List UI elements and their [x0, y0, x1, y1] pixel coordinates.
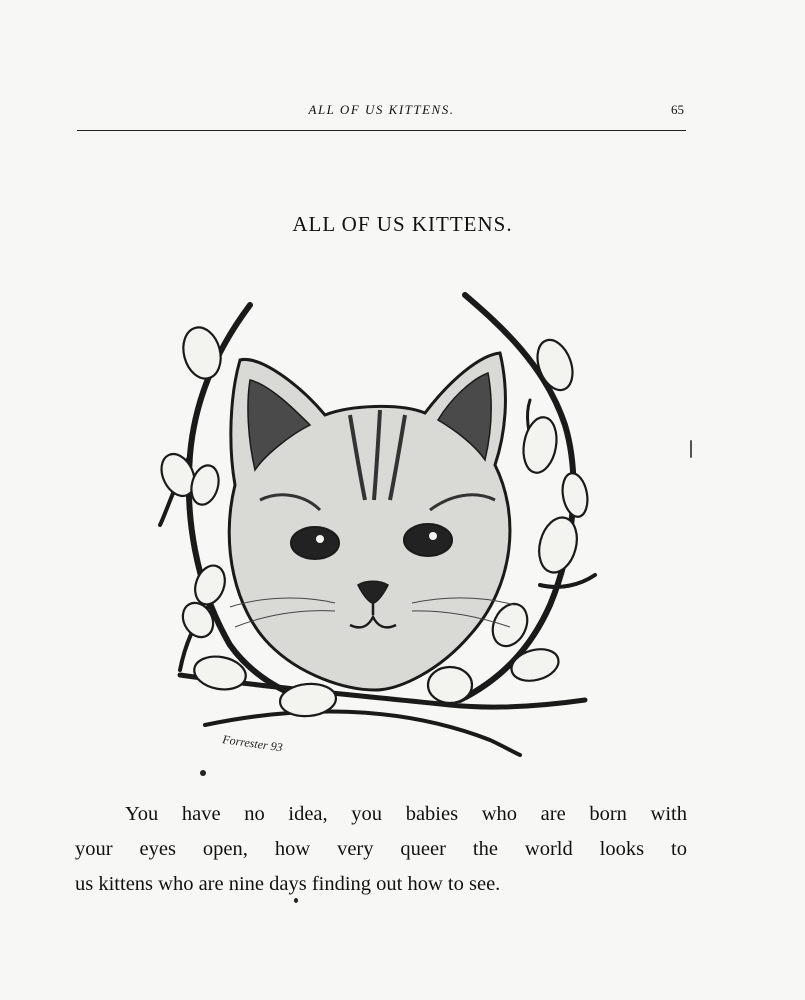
running-head — [77, 100, 686, 131]
right-eye — [404, 524, 452, 556]
kitten-head — [229, 353, 515, 690]
body-paragraph — [75, 797, 687, 902]
kitten-illustration — [150, 285, 610, 775]
artist-signature: Forrester 93 — [221, 732, 284, 755]
body-line: your eyes open, how very queer the world looks to — [75, 838, 687, 860]
body-line: us kittens who are nine days finding out how to see. — [75, 873, 501, 895]
ink-speck — [200, 770, 206, 776]
body-line: You have no idea, you babies who are born with — [125, 803, 687, 825]
running-title: ALL OF US KITTENS. — [308, 102, 455, 117]
ink-speck — [294, 898, 298, 903]
page-number: 65 — [671, 102, 684, 117]
ink-speck — [690, 440, 692, 458]
left-eye — [291, 527, 339, 559]
chapter-title: ALL OF US KITTENS. — [292, 212, 513, 236]
